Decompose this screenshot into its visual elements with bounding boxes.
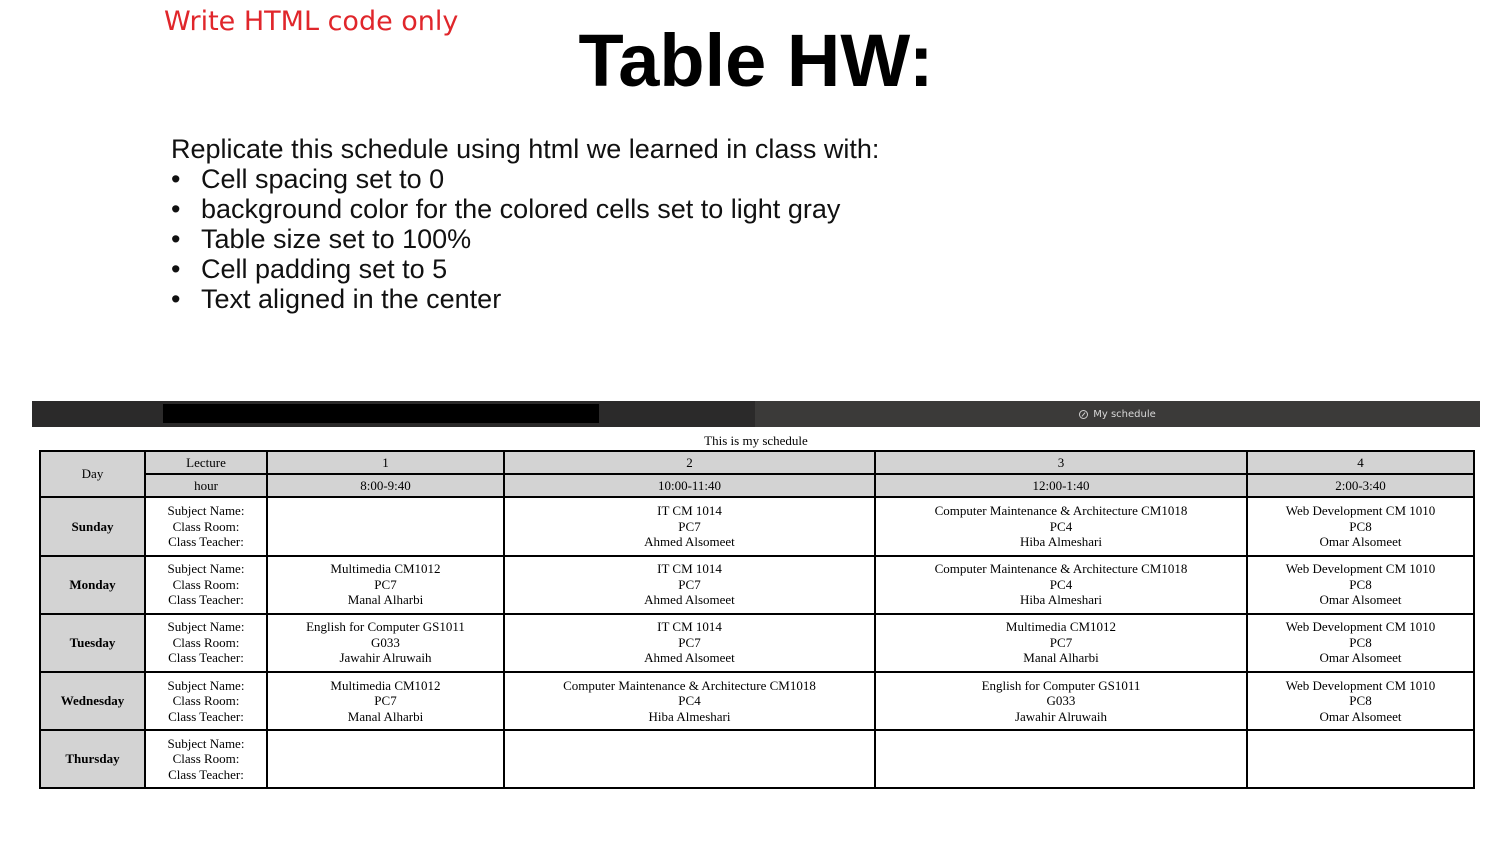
hour-label: hour bbox=[145, 474, 267, 497]
requirement-item bbox=[171, 194, 840, 224]
row-labels-cell bbox=[145, 614, 267, 672]
class-room: G033 bbox=[371, 634, 400, 650]
lecture-header-row bbox=[40, 451, 1474, 474]
slot-cell bbox=[875, 730, 1247, 788]
instruction-note: Write HTML code only bbox=[164, 6, 459, 37]
table-row bbox=[40, 614, 1474, 672]
teacher-label: Class Teacher: bbox=[168, 534, 244, 550]
lecture-number: 1 bbox=[267, 451, 504, 474]
slot-cell bbox=[504, 497, 875, 555]
class-teacher: Omar Alsomeet bbox=[1319, 592, 1402, 608]
slot-cell bbox=[875, 672, 1247, 730]
slot-cell bbox=[267, 556, 504, 614]
subject-name: Multimedia CM1012 bbox=[1005, 619, 1117, 635]
table-row bbox=[40, 672, 1474, 730]
class-teacher: Jawahir Alruwaih bbox=[1014, 708, 1108, 724]
day-name: Thursday bbox=[40, 730, 145, 788]
class-teacher: Omar Alsomeet bbox=[1319, 534, 1402, 550]
subject-name: IT CM 1014 bbox=[657, 503, 722, 519]
table-caption: This is my schedule bbox=[704, 433, 808, 448]
hour-range: 12:00-1:40 bbox=[875, 474, 1247, 497]
class-room: G033 bbox=[1046, 693, 1076, 709]
class-teacher: Manal Alharbi bbox=[347, 708, 424, 724]
subject-label: Subject Name: bbox=[167, 735, 245, 751]
slot-cell bbox=[1247, 556, 1474, 614]
subject-name: Computer Maintenance & Architecture CM1018 bbox=[563, 677, 816, 693]
slot-cell bbox=[875, 556, 1247, 614]
slot-cell bbox=[1247, 730, 1474, 788]
subject-label: Subject Name: bbox=[167, 619, 245, 635]
slot-cell bbox=[267, 730, 504, 788]
class-room: PC7 bbox=[1049, 634, 1073, 650]
class-room: PC4 bbox=[1049, 518, 1073, 534]
table-row bbox=[40, 497, 1474, 555]
slot-cell bbox=[504, 672, 875, 730]
teacher-label: Class Teacher: bbox=[168, 708, 244, 724]
lecture-number: 4 bbox=[1247, 451, 1474, 474]
hour-range: 2:00-3:40 bbox=[1247, 474, 1474, 497]
bullet-icon: • bbox=[171, 194, 181, 224]
room-label: Class Room: bbox=[172, 751, 240, 767]
class-room: PC4 bbox=[1049, 576, 1073, 592]
tab-title: My schedule bbox=[1093, 408, 1156, 420]
room-label: Class Room: bbox=[172, 693, 240, 709]
teacher-label: Class Teacher: bbox=[168, 650, 244, 666]
requirement-item bbox=[171, 254, 840, 284]
browser-tab-bar bbox=[32, 401, 1480, 427]
subject-name: IT CM 1014 bbox=[657, 561, 722, 577]
slot-cell bbox=[267, 497, 504, 555]
subject-name: Multimedia CM1012 bbox=[330, 677, 441, 693]
bullet-icon: • bbox=[171, 284, 181, 314]
subject-name: IT CM 1014 bbox=[657, 619, 722, 635]
requirement-text: Cell spacing set to 0 bbox=[201, 164, 445, 194]
subject-name: Web Development CM 1010 bbox=[1285, 619, 1436, 635]
subject-name: Computer Maintenance & Architecture CM1018 bbox=[934, 503, 1188, 519]
class-teacher: Omar Alsomeet bbox=[1319, 708, 1402, 724]
slot-cell bbox=[504, 730, 875, 788]
day-name: Wednesday bbox=[40, 672, 145, 730]
day-name: Monday bbox=[40, 556, 145, 614]
hour-header-row bbox=[40, 474, 1474, 497]
teacher-label: Class Teacher: bbox=[168, 592, 244, 608]
row-labels-cell bbox=[145, 497, 267, 555]
row-labels-cell bbox=[145, 672, 267, 730]
requirements-list bbox=[171, 164, 840, 314]
subject-name: Web Development CM 1010 bbox=[1285, 561, 1436, 577]
hour-range: 8:00-9:40 bbox=[267, 474, 504, 497]
class-room: PC7 bbox=[374, 693, 397, 709]
day-name: Sunday bbox=[40, 497, 145, 555]
lecture-number: 3 bbox=[875, 451, 1247, 474]
class-room: PC8 bbox=[1349, 518, 1372, 534]
schedule-table bbox=[39, 450, 1475, 789]
subject-name: English for Computer GS1011 bbox=[981, 677, 1141, 693]
class-room: PC8 bbox=[1349, 576, 1372, 592]
intro-text: Replicate this schedule using html we learned in class with: bbox=[171, 134, 880, 164]
class-teacher: Ahmed Alsomeet bbox=[644, 534, 735, 550]
class-teacher: Hiba Almeshari bbox=[1020, 534, 1102, 550]
room-label: Class Room: bbox=[172, 576, 240, 592]
page-title: Table HW: bbox=[578, 19, 934, 102]
requirement-text: Table size set to 100% bbox=[201, 224, 472, 254]
requirement-item bbox=[171, 164, 840, 194]
lecture-number: 2 bbox=[504, 451, 875, 474]
requirement-item bbox=[171, 224, 840, 254]
tab-my-schedule[interactable] bbox=[755, 401, 1480, 427]
table-row bbox=[40, 556, 1474, 614]
day-header: Day bbox=[40, 451, 145, 497]
room-label: Class Room: bbox=[172, 634, 240, 650]
class-teacher: Hiba Almeshari bbox=[648, 708, 731, 724]
subject-name: Computer Maintenance & Architecture CM1018 bbox=[934, 561, 1188, 577]
requirement-text: Text aligned in the center bbox=[201, 284, 502, 314]
subject-name: English for Computer GS1011 bbox=[306, 619, 465, 635]
class-room: PC7 bbox=[678, 576, 701, 592]
room-label: Class Room: bbox=[172, 518, 240, 534]
slot-cell bbox=[1247, 672, 1474, 730]
hour-range: 10:00-11:40 bbox=[504, 474, 875, 497]
class-teacher: Jawahir Alruwaih bbox=[339, 650, 432, 666]
class-room: PC4 bbox=[678, 693, 701, 709]
slot-cell bbox=[1247, 614, 1474, 672]
bullet-icon: • bbox=[171, 254, 181, 284]
bullet-icon: • bbox=[171, 164, 181, 194]
requirement-text: background color for the colored cells set to light gray bbox=[201, 194, 841, 224]
subject-label: Subject Name: bbox=[167, 561, 245, 577]
class-teacher: Manal Alharbi bbox=[347, 592, 424, 608]
class-teacher: Manal Alharbi bbox=[1023, 650, 1099, 666]
class-room: PC7 bbox=[678, 518, 701, 534]
class-teacher: Ahmed Alsomeet bbox=[644, 592, 735, 608]
requirement-item bbox=[171, 284, 840, 314]
slot-cell bbox=[1247, 497, 1474, 555]
subject-label: Subject Name: bbox=[167, 503, 245, 519]
lecture-label: Lecture bbox=[145, 451, 267, 474]
class-room: PC7 bbox=[374, 576, 397, 592]
bullet-icon: • bbox=[171, 224, 181, 254]
subject-name: Web Development CM 1010 bbox=[1285, 503, 1436, 519]
class-room: PC8 bbox=[1349, 634, 1372, 650]
requirement-text: Cell padding set to 5 bbox=[201, 254, 448, 284]
class-room: PC8 bbox=[1349, 693, 1372, 709]
class-room: PC7 bbox=[678, 634, 701, 650]
slot-cell bbox=[875, 497, 1247, 555]
class-teacher: Ahmed Alsomeet bbox=[644, 650, 735, 666]
class-teacher: Omar Alsomeet bbox=[1319, 650, 1402, 666]
slot-cell bbox=[504, 556, 875, 614]
compass-icon bbox=[1079, 410, 1088, 419]
row-labels-cell bbox=[145, 556, 267, 614]
slot-cell bbox=[504, 614, 875, 672]
subject-name: Multimedia CM1012 bbox=[330, 561, 441, 577]
subject-name: Web Development CM 1010 bbox=[1285, 677, 1436, 693]
slot-cell bbox=[875, 614, 1247, 672]
class-teacher: Hiba Almeshari bbox=[1020, 592, 1102, 608]
table-row bbox=[40, 730, 1474, 788]
day-name: Tuesday bbox=[40, 614, 145, 672]
redacted-area bbox=[163, 404, 599, 423]
slot-cell bbox=[267, 614, 504, 672]
subject-label: Subject Name: bbox=[167, 677, 245, 693]
slot-cell bbox=[267, 672, 504, 730]
teacher-label: Class Teacher: bbox=[168, 766, 244, 782]
row-labels-cell bbox=[145, 730, 267, 788]
